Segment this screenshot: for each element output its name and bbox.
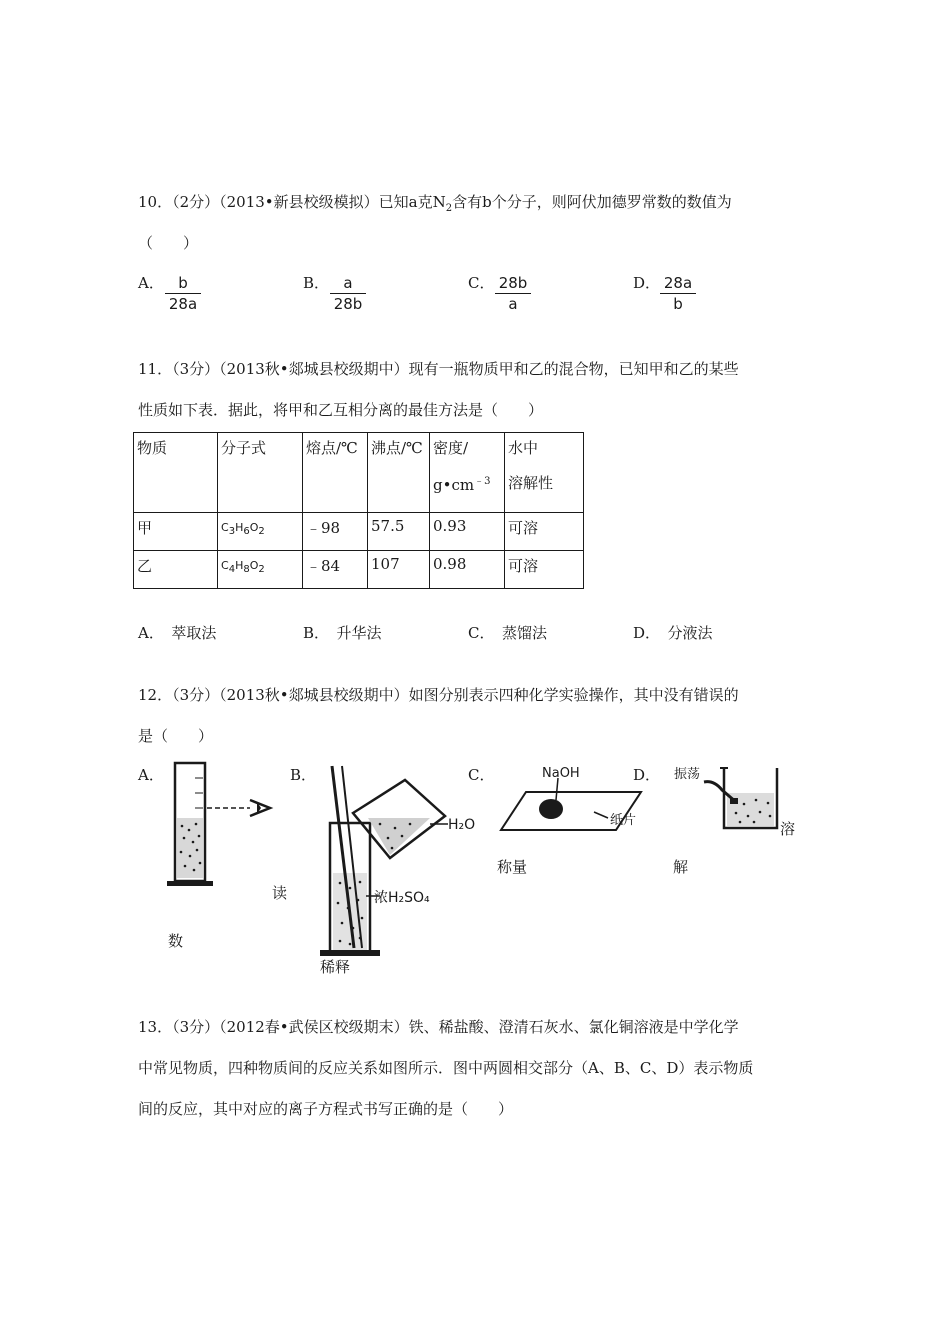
q10-option-b-label: B．: [303, 274, 330, 292]
figure-d-dissolving: [672, 758, 782, 838]
fraction-numerator: 28a: [663, 274, 693, 292]
table-header-cell: 熔点/℃: [303, 433, 368, 513]
q10-stem-line2: （ ）: [138, 234, 199, 252]
q12-option-c-label: C．: [468, 766, 495, 784]
fraction-numerator: b: [178, 274, 188, 292]
table-cell: $C_3H_6O_2$: [218, 513, 303, 551]
q10-option-c-fraction: [493, 274, 533, 313]
fraction-denominator: a: [508, 295, 518, 313]
density-unit-exponent: ﹣3: [474, 476, 491, 487]
figure-d-shake-label: 振荡: [674, 767, 701, 782]
q12-stem-line1: 12．（3分）（2013秋•郯城县校级期中）如图分别表示四种化学实验操作，其中没有错误的: [138, 686, 739, 704]
table-header-cell: 物质: [134, 433, 218, 513]
q13-line2: 中常见物质，四种物质间的反应关系如图所示．图中两圆相交部分（A、B、C、D）表示物质: [138, 1059, 754, 1077]
table-header-cell: 密度/ $g•cm^{﹣3}$: [430, 433, 505, 513]
fraction-denominator: 28a: [168, 295, 198, 313]
properties-table: [133, 432, 584, 589]
figure-a-caption-part1: 读: [272, 884, 288, 902]
table-cell: 107: [368, 551, 430, 589]
q10-option-a-label: A．: [138, 274, 164, 292]
figure-b-water-label: H₂O: [448, 817, 476, 833]
density-unit: g•cm: [433, 476, 475, 494]
table-cell: 乙: [134, 551, 218, 589]
q10-option-b-fraction: [328, 274, 368, 313]
table-cell: 可溶: [505, 551, 584, 589]
table-header-row: [134, 433, 584, 513]
table-cell: ﹣98: [303, 513, 368, 551]
q13-line1: 13．（3分）（2012春•武侯区校级期末）铁、稀盐酸、澄清石灰水、氯化铜溶液是中学化学: [138, 1018, 739, 1036]
table-cell: 可溶: [505, 513, 584, 551]
figure-c-paper-label: 纸片: [610, 813, 637, 828]
table-header-cell: 沸点/℃: [368, 433, 430, 513]
q12-option-b-label: B．: [290, 766, 317, 784]
fraction-bar: [165, 293, 201, 294]
figure-d-caption-part1: 溶: [780, 820, 796, 838]
q11-option-d: D． 分液法: [633, 624, 713, 642]
figure-d-caption-part2: 解: [673, 858, 689, 876]
table-header-cell: 水中 溶解性: [505, 433, 584, 513]
q11-stem-line2: 性质如下表．据此，将甲和乙互相分离的最佳方法是（ ）: [138, 401, 544, 419]
table-cell: 0.98: [430, 551, 505, 589]
table-cell: 0.93: [430, 513, 505, 551]
fraction-denominator: 28b: [333, 295, 363, 313]
figure-a-caption-part2: 数: [168, 932, 184, 950]
fraction-bar: [330, 293, 366, 294]
q11-stem-line1: 11．（3分）（2013秋•郯城县校级期中）现有一瓶物质甲和乙的混合物，已知甲和乙的某些: [138, 360, 739, 378]
table-cell: $C_4H_8O_2$: [218, 551, 303, 589]
fraction-bar: [495, 293, 531, 294]
figure-c-naoh-label: NaOH: [542, 766, 580, 781]
q10-option-d-label: D．: [633, 274, 661, 292]
figure-b-caption: 稀释: [320, 958, 351, 976]
table-cell: ﹣84: [303, 551, 368, 589]
fraction-numerator: 28b: [498, 274, 528, 292]
table-row: [134, 551, 584, 589]
figure-b-acid-label: 浓H₂SO₄: [374, 890, 430, 906]
q12-option-a-label: A．: [138, 766, 164, 784]
q10-stem-line1: [138, 192, 732, 219]
q10-option-a-fraction: [163, 274, 203, 313]
fraction-denominator: b: [673, 295, 683, 313]
table-row: [134, 513, 584, 551]
q13-line3: 间的反应，其中对应的离子方程式书写正确的是（ ）: [138, 1100, 514, 1118]
q10-stem-suffix: 含有b个分子，则阿伏加德罗常数的数值为: [452, 193, 732, 211]
fraction-bar: [660, 293, 696, 294]
table-header-cell: 分子式: [218, 433, 303, 513]
q10-option-d-fraction: [658, 274, 698, 313]
q11-option-b: B． 升华法: [303, 624, 382, 642]
q12-stem-line2: 是（ ）: [138, 727, 214, 745]
figure-b-dilution: [320, 758, 490, 958]
figure-c-weighing: [496, 762, 656, 842]
q10-stem-prefix: 10．（2分）（2013•新县校级模拟）已知a克N: [138, 193, 446, 211]
q12-option-d-label: D．: [633, 766, 661, 784]
figure-c-caption: 称量: [497, 858, 528, 876]
q11-option-c: C． 蒸馏法: [468, 624, 547, 642]
q10-option-c-label: C．: [468, 274, 495, 292]
fraction-numerator: a: [343, 274, 353, 292]
q11-option-a: A． 萃取法: [138, 624, 217, 642]
figure-a-cylinder-reading: [165, 758, 285, 888]
table-cell: 甲: [134, 513, 218, 551]
table-cell: 57.5: [368, 513, 430, 551]
q10-stem-subscript: 2: [445, 203, 453, 214]
